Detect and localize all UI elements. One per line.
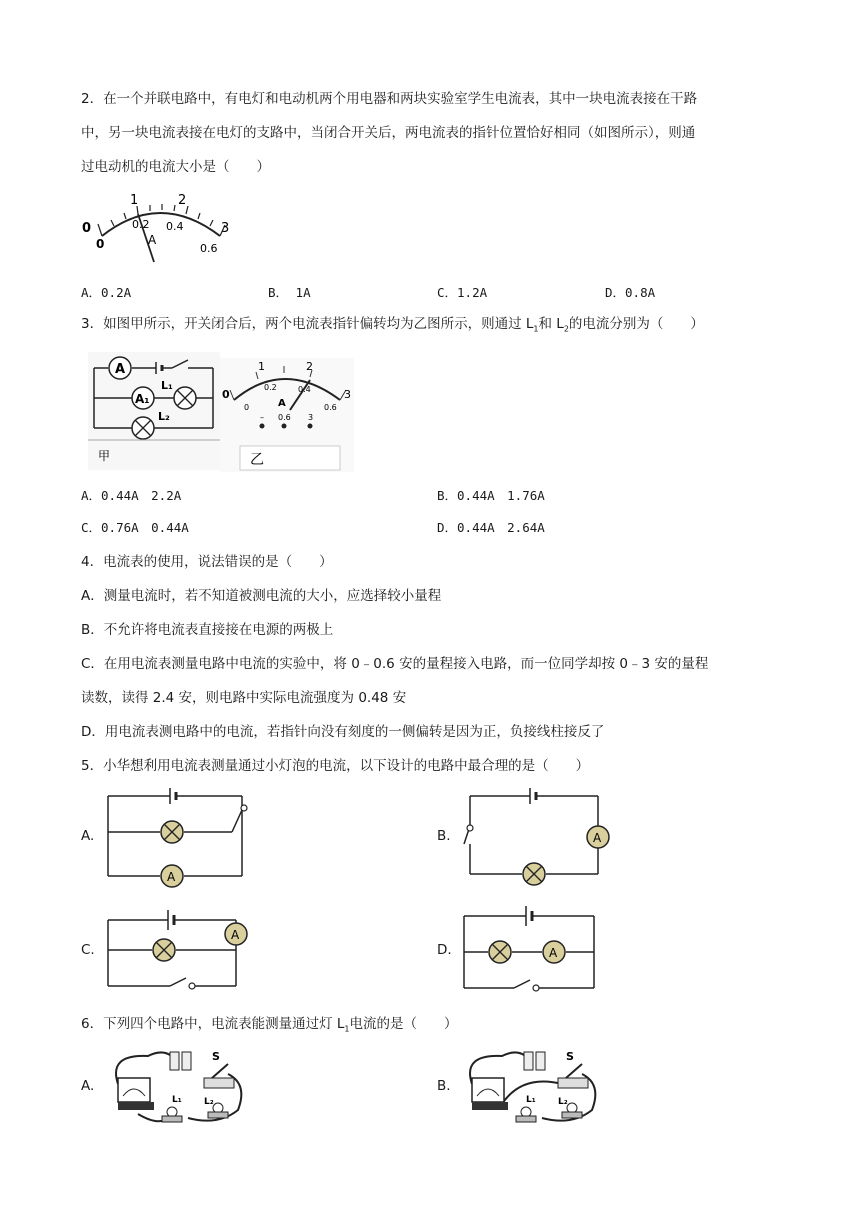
q2-stem-line3: 过电动机的电流大小是（ ） (81, 159, 270, 175)
q2-meter-top-1: 1 (130, 193, 139, 208)
q6-a-switch-label: S (212, 1050, 220, 1063)
q6-a-lamp1: L₁ (172, 1095, 182, 1105)
svg-text:–: – (260, 413, 264, 422)
q3-yi-top-2: 2 (306, 360, 313, 373)
q3-stem: 3．如图甲所示，开关闭合后，两个电流表指针偏转均为乙图所示，则通过 $L_1$和 $L_2$的电流分别为（ ） (81, 316, 704, 334)
q3-ammeter-a1: A₁ (135, 392, 150, 406)
q3-option-c[interactable]: C．0.76A 0.44A (81, 520, 189, 535)
q3-yi-top-1: 1 (258, 360, 265, 373)
q6-circuit-photo-a (108, 1044, 252, 1126)
q5-label-c[interactable]: C. (81, 942, 95, 958)
q6-label-b[interactable]: B. (437, 1078, 451, 1094)
q3-yi-unit: A (278, 398, 286, 409)
q3-option-b[interactable]: B．0.44A 1.76A (437, 488, 545, 503)
q2-option-b[interactable]: B． 1A (268, 285, 311, 300)
q6-a-lamp2: L₂ (204, 1097, 214, 1107)
q2-option-c[interactable]: C．1.2A (437, 285, 488, 300)
q3-yi-top-0: 0 (222, 388, 230, 401)
q3-yi-bottom-3: 0.6 (324, 403, 337, 412)
q5-b-ammeter-label: A (593, 831, 602, 845)
q2-meter-unit: A (148, 233, 157, 247)
q6-label-a[interactable]: A. (81, 1078, 95, 1094)
q3-caption-yi: 乙 (250, 452, 264, 468)
q5-circuit-c (106, 906, 256, 996)
q5-circuit-a (106, 788, 250, 886)
q2-meter-bottom-2: 0.4 (166, 220, 184, 233)
q5-a-ammeter-label: A (167, 870, 176, 884)
q2-meter-top-0: 0 (82, 221, 92, 236)
q2-meter-bottom-0: 0 (96, 237, 105, 251)
q3-yi-top-3: 3 (344, 388, 351, 401)
q3-caption-jia: 甲 (98, 449, 111, 463)
q5-d-ammeter-label: A (549, 946, 558, 960)
q3-lamp-l2-label: L₂ (158, 410, 170, 423)
q5-circuit-d (460, 904, 610, 996)
q3-option-a[interactable]: A．0.44A 2.2A (81, 488, 182, 503)
q3-yi-bottom-1: 0.2 (264, 383, 277, 392)
q2-stem-line2: 中，另一块电流表接在电灯的支路中，当闭合开关后，两电流表的指针位置恰好相同（如图所示），则通 (81, 125, 696, 141)
q2-meter-bottom-1: 0.2 (132, 218, 150, 231)
q2-meter-top-2: 2 (178, 193, 187, 208)
q6-b-switch-label: S (566, 1050, 574, 1063)
q6-stem: 6．下列四个电路中，电流表能测量通过灯 $L_1$电流的是（ ） (81, 1016, 458, 1034)
q2-stem-line1: 2．在一个并联电路中，有电灯和电动机两个用电器和两块实验室学生电流表，其中一块电流表接在干路 (81, 91, 698, 107)
q2-meter-bottom-3: 0.6 (200, 242, 218, 255)
q2-meter-top-3: 3 (221, 221, 230, 236)
q2-option-a[interactable]: A．0.2A (81, 285, 132, 300)
q3-lamp-l1-label: L₁ (161, 379, 173, 392)
q5-c-ammeter-label: A (231, 928, 240, 942)
q5-label-a[interactable]: A. (81, 828, 95, 844)
q3-circuit-figure-jia (88, 352, 220, 470)
q4-option-b[interactable]: B．不允许将电流表直接接在电源的两极上 (81, 622, 334, 638)
q3-yi-terminal-3: 3 (308, 413, 314, 422)
q5-label-d[interactable]: D. (437, 942, 452, 958)
q2-option-d[interactable]: D．0.8A (605, 285, 656, 300)
q3-option-d[interactable]: D．0.44A 2.64A (437, 520, 545, 535)
q3-yi-bottom-2: 0.4 (298, 385, 311, 394)
q5-stem: 5．小华想利用电流表测量通过小灯泡的电流，以下设计的电路中最合理的是（ ） (81, 758, 590, 774)
q6-b-lamp1: L₁ (526, 1095, 536, 1105)
q5-circuit-b (460, 786, 610, 886)
q4-option-a[interactable]: A．测量电流时，若不知道被测电流的大小，应选择较小量程 (81, 588, 442, 604)
q3-meter-figure-yi (220, 358, 354, 472)
q4-option-c-line1[interactable]: C．在用电流表测量电路中电流的实验中，将 0﹣0.6 安的量程接入电路，而一位同学却按 0﹣3 安的量程 (81, 656, 709, 672)
q6-b-lamp2: L₂ (558, 1097, 568, 1107)
q5-label-b[interactable]: B. (437, 828, 451, 844)
q3-yi-bottom-0: 0 (244, 403, 250, 412)
q4-option-c-line2[interactable]: 读数，读得 2.4 安，则电路中实际电流强度为 0.48 安 (81, 690, 407, 706)
q3-ammeter-a: A (115, 362, 126, 377)
q4-option-d[interactable]: D．用电流表测电路中的电流，若指针向没有刻度的一侧偏转是因为正，负接线柱接反了 (81, 724, 605, 740)
q6-circuit-photo-b (462, 1044, 606, 1126)
q4-stem: 4．电流表的使用，说法错误的是（ ） (81, 554, 333, 570)
q2-ammeter-figure (80, 192, 240, 264)
q3-yi-terminal-06: 0.6 (278, 413, 291, 422)
